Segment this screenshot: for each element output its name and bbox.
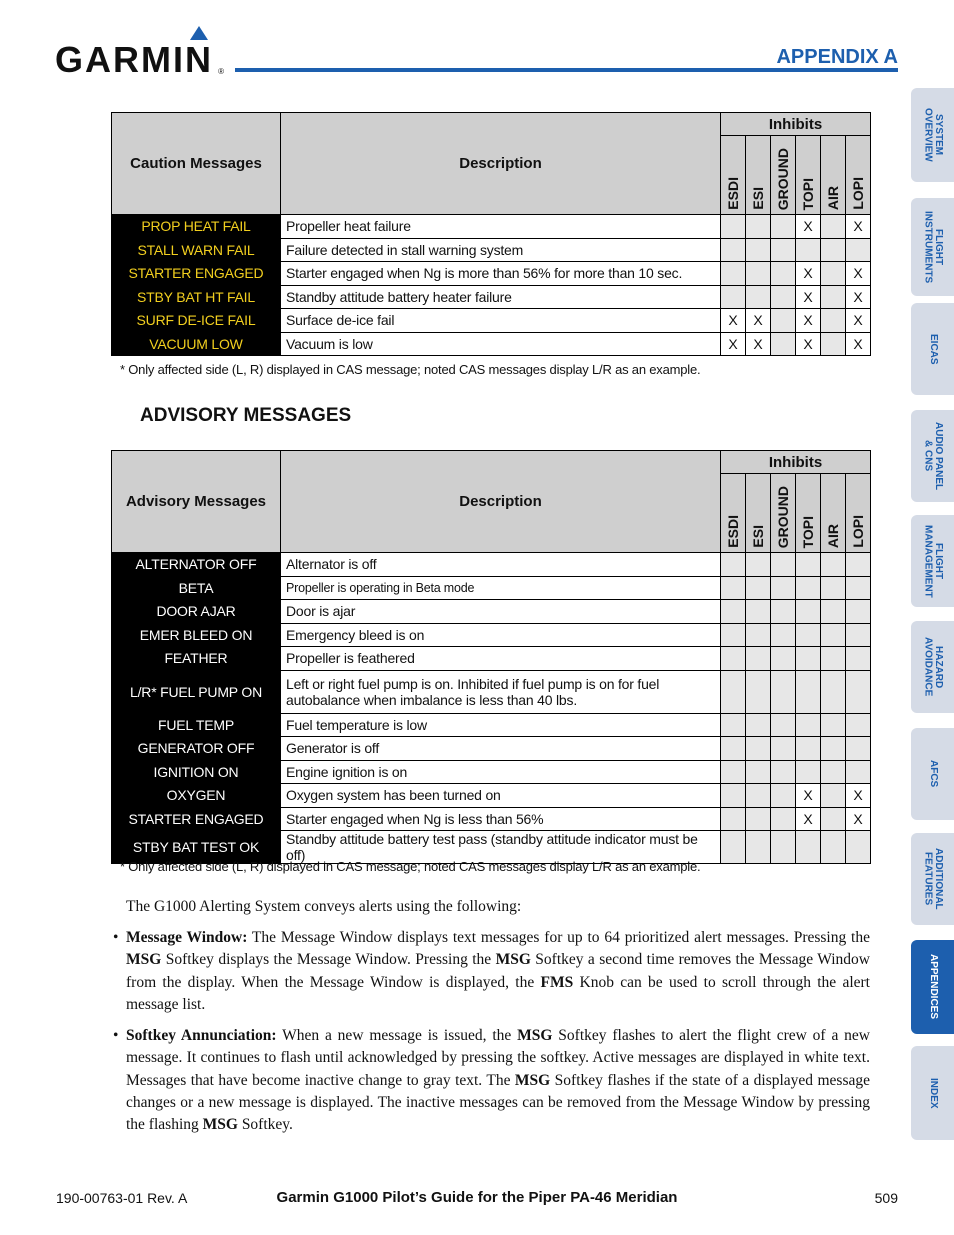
inhibit-column-header [846,474,871,553]
inhibit-cell [771,647,796,671]
table-row [112,262,871,286]
inhibit-cell [846,760,871,784]
side-tab-label: ADDITIONAL FEATURES [922,848,944,910]
inhibit-column-header [821,474,846,553]
inhibit-cell [721,831,746,864]
inhibit-column-label: GROUND [775,485,791,548]
inhibit-cell: X [796,215,821,239]
inhibit-column-header [721,136,746,215]
caution-footnote: * Only affected side (L, R) displayed in CAS message; noted CAS messages display L/R as an example. [120,362,701,377]
inhibit-cell [771,784,796,808]
inhibit-cell [746,807,771,831]
inhibit-cell: X [721,309,746,333]
inhibit-column-label: ESDI [725,177,741,210]
inhibit-cell: X [846,215,871,239]
inhibit-cell [771,553,796,577]
inhibit-cell: X [846,332,871,356]
message-description: Starter engaged when Ng is less than 56% [281,807,721,831]
message-description: Surface de-ice fail [281,309,721,333]
softkey-msg: MSG [202,1116,238,1134]
inhibit-cell [721,623,746,647]
inhibit-cell [796,238,821,262]
advisory-messages-table [111,450,871,864]
inhibit-cell: X [846,309,871,333]
inhibit-cell [821,807,846,831]
caution-desc-header: Description [281,113,721,215]
knob-fms: FMS [540,973,574,991]
bullet-softkey-annunciation [113,1025,870,1136]
inhibit-cell [771,670,796,713]
inhibit-cell [796,713,821,737]
message-name: ALTERNATOR OFF [112,553,281,577]
inhibit-cell [796,831,821,864]
bullet-title: Softkey Annunciation: [126,1027,277,1044]
side-tab-label: EICAS [927,333,939,365]
inhibit-column-header [721,474,746,553]
side-tab-3[interactable] [911,410,954,502]
inhibit-cell: X [846,285,871,309]
inhibit-cell [771,713,796,737]
message-description: Propeller is operating in Beta mode [281,576,721,600]
garmin-wordmark: GARMIN [55,39,213,80]
bullet-title: Message Window: [126,929,248,946]
inhibit-cell [821,737,846,761]
inhibit-column-label: ESI [750,187,766,210]
table-row [112,760,871,784]
side-tab-label: AFCS [927,760,939,788]
inhibit-cell [821,670,846,713]
message-name: GENERATOR OFF [112,737,281,761]
inhibit-cell [821,623,846,647]
inhibit-cell [721,807,746,831]
garmin-logo [55,26,224,80]
caution-inhibits-header: Inhibits [721,113,871,136]
softkey-msg: MSG [514,1071,551,1089]
inhibit-cell: X [796,285,821,309]
bullet-text: Knob can be used to scroll through the alert message list. [126,973,870,1013]
side-tab-label: INDEX [927,1077,939,1109]
inhibit-cell [771,262,796,286]
message-description: Emergency bleed is on [281,623,721,647]
inhibit-cell [796,553,821,577]
side-tab-label: SYSTEM OVERVIEW [922,108,944,162]
inhibit-cell: X [746,332,771,356]
inhibit-column-header [821,136,846,215]
bullet-text: The Message Window displays text messages for up to 64 prioritized alert messages. Pressing the [247,929,870,946]
inhibit-cell [721,576,746,600]
inhibit-cell [846,713,871,737]
softkey-msg: MSG [517,1027,553,1044]
message-description: Engine ignition is on [281,760,721,784]
page-section-title: APPENDIX A [776,46,898,68]
inhibit-cell [771,600,796,624]
inhibit-cell [821,600,846,624]
message-name: IGNITION ON [112,760,281,784]
inhibit-cell [771,332,796,356]
message-name: EMER BLEED ON [112,623,281,647]
inhibit-cell [721,737,746,761]
inhibit-cell [746,238,771,262]
inhibit-cell: X [746,309,771,333]
doc-number: 190-00763-01 Rev. A [56,1190,188,1206]
inhibit-column-header [796,136,821,215]
inhibit-cell [746,600,771,624]
inhibit-column-label: AIR [825,523,841,548]
doc-title: Garmin G1000 Pilot’s Guide for the Piper PA-46 Meridian [276,1189,678,1206]
inhibit-cell [721,262,746,286]
inhibit-cell [771,623,796,647]
advisory-footnote: * Only affected side (L, R) displayed in CAS message; noted CAS messages display L/R as an example. [120,859,701,874]
advisory-desc-header: Description [281,451,721,553]
garmin-triangle-icon [190,26,208,40]
advisory-name-header: Advisory Messages [112,451,281,553]
inhibit-cell [796,576,821,600]
inhibit-cell: X [846,784,871,808]
side-tab-label: HAZARD AVOIDANCE [922,637,944,697]
inhibit-column-header [796,474,821,553]
inhibit-cell: X [846,807,871,831]
table-row [112,600,871,624]
inhibit-cell [821,784,846,808]
inhibit-column-header [771,474,796,553]
inhibit-cell [846,623,871,647]
inhibit-cell [821,262,846,286]
table-row [112,784,871,808]
bullet-marker: • [113,1027,119,1044]
inhibit-cell [721,647,746,671]
inhibit-cell: X [796,784,821,808]
inhibit-cell [721,238,746,262]
inhibit-column-label: TOPI [800,515,816,548]
side-tab-5[interactable] [911,621,954,713]
message-description: Alternator is off [281,553,721,577]
side-tab-9[interactable] [911,1046,954,1140]
message-name: STBY BAT TEST OK [112,831,281,864]
side-tab-7[interactable] [911,833,954,925]
inhibit-cell [821,332,846,356]
side-tab-4[interactable] [911,515,954,607]
inhibit-cell [746,262,771,286]
inhibit-column-header [771,136,796,215]
message-description: Generator is off [281,737,721,761]
table-row [112,623,871,647]
side-tab-1[interactable] [911,198,954,296]
inhibit-cell [721,285,746,309]
inhibit-cell [846,576,871,600]
side-tab-label: FLIGHT MANAGEMENT [922,524,944,598]
advisory-inhibits-header: Inhibits [721,451,871,474]
inhibit-cell [746,760,771,784]
inhibit-column-label: ESDI [725,515,741,548]
message-name: DOOR AJAR [112,600,281,624]
inhibit-cell [721,713,746,737]
table-row [112,309,871,333]
registered-mark: ® [218,67,224,76]
inhibit-cell [846,600,871,624]
table-row [112,215,871,239]
inhibit-cell [746,285,771,309]
inhibit-column-label: TOPI [800,177,816,210]
inhibit-cell [796,647,821,671]
inhibit-cell: X [796,262,821,286]
table-row [112,807,871,831]
inhibit-cell [746,553,771,577]
inhibit-cell [846,737,871,761]
message-description: Failure detected in stall warning system [281,238,721,262]
message-description: Starter engaged when Ng is more than 56% for more than 10 sec. [281,262,721,286]
bullet-marker: • [113,929,119,946]
table-row [112,553,871,577]
message-name: STBY BAT HT FAIL [112,285,281,309]
inhibit-cell [746,647,771,671]
message-name: SURF DE-ICE FAIL [112,309,281,333]
inhibit-cell [771,309,796,333]
inhibit-column-label: GROUND [775,147,791,210]
message-description: Propeller is feathered [281,647,721,671]
inhibit-cell [821,576,846,600]
softkey-msg: MSG [126,951,162,969]
message-name: STALL WARN FAIL [112,238,281,262]
message-description: Vacuum is low [281,332,721,356]
advisory-heading: ADVISORY MESSAGES [140,405,352,426]
inhibit-cell [846,670,871,713]
inhibit-cell [771,215,796,239]
table-row [112,332,871,356]
side-tab-label: AUDIO PANEL & CNS [922,421,944,491]
inhibit-column-label: LOPI [850,515,866,548]
inhibit-cell [771,238,796,262]
message-description: Oxygen system has been turned on [281,784,721,808]
inhibit-cell [771,760,796,784]
message-description: Standby attitude battery heater failure [281,285,721,309]
caution-name-header: Caution Messages [112,113,281,215]
inhibit-cell [721,600,746,624]
inhibit-cell [846,553,871,577]
inhibit-cell [746,784,771,808]
inhibit-cell: X [796,309,821,333]
inhibit-cell [821,831,846,864]
side-tab-label: FLIGHT INSTRUMENTS [922,210,944,284]
side-tab-6[interactable] [911,728,954,820]
inhibit-column-header [746,474,771,553]
inhibit-cell [821,238,846,262]
inhibit-cell [721,553,746,577]
inhibit-cell [746,831,771,864]
inhibit-cell [821,647,846,671]
message-description: Standby attitude battery test pass (standby attitude indicator must be off) [281,831,721,864]
inhibit-cell [771,576,796,600]
inhibit-column-header [746,136,771,215]
table-row [112,670,871,713]
inhibit-cell [746,670,771,713]
message-description: Propeller heat failure [281,215,721,239]
inhibit-cell [746,737,771,761]
inhibit-cell [746,215,771,239]
inhibit-cell [821,215,846,239]
inhibit-cell [796,623,821,647]
table-row [112,285,871,309]
inhibit-cell [771,285,796,309]
message-name: FUEL TEMP [112,713,281,737]
table-row [112,737,871,761]
inhibit-cell [796,760,821,784]
bullet-text: Softkey. [237,1116,293,1134]
message-name: PROP HEAT FAIL [112,215,281,239]
inhibit-cell [821,553,846,577]
caution-messages-table [111,112,871,356]
table-row [112,576,871,600]
inhibit-cell [721,760,746,784]
message-name: VACUUM LOW [112,332,281,356]
message-name: FEATHER [112,647,281,671]
inhibit-cell [796,600,821,624]
bullet-text: Softkey displays the Message Window. Pressing the [161,951,496,969]
side-tab-8[interactable] [911,940,954,1034]
inhibit-cell [771,737,796,761]
message-description: Fuel temperature is low [281,713,721,737]
bullet-text: When a new message is issued, the [276,1027,518,1044]
side-tab-2[interactable] [911,303,954,395]
message-name: L/R* FUEL PUMP ON [112,670,281,713]
message-description: Door is ajar [281,600,721,624]
inhibit-cell [746,576,771,600]
inhibit-cell [796,737,821,761]
inhibit-cell [796,670,821,713]
inhibit-column-label: ESI [750,525,766,548]
message-description: Left or right fuel pump is on. Inhibited if fuel pump is on for fuel autobalance when imbalance is less than 40 lbs. [281,670,721,713]
inhibit-cell: X [846,262,871,286]
inhibit-cell [846,831,871,864]
bullet-text: Softkey flashes to alert the flight crew of a new message. It continues to flash until acknowledged by pressing the softkey. Active messages are displayed in white text. Messages that have become inactive change to gray text. The [126,1027,870,1089]
softkey-msg: MSG [495,951,531,969]
inhibit-column-label: AIR [825,185,841,210]
inhibit-cell [746,713,771,737]
bullet-message-window [113,927,870,1016]
inhibit-cell [771,807,796,831]
inhibit-cell [821,760,846,784]
inhibit-column-label: LOPI [850,177,866,210]
message-name: STARTER ENGAGED [112,807,281,831]
side-tab-0[interactable] [911,88,954,182]
message-name: OXYGEN [112,784,281,808]
inhibit-cell: X [721,332,746,356]
inhibit-cell [746,623,771,647]
inhibit-cell [721,784,746,808]
inhibit-cell [821,285,846,309]
inhibit-cell: X [796,332,821,356]
table-row [112,713,871,737]
inhibit-cell [771,831,796,864]
inhibit-cell [721,215,746,239]
message-name: STARTER ENGAGED [112,262,281,286]
side-tab-label: APPENDICES [927,954,939,1020]
inhibit-cell [846,647,871,671]
table-row [112,238,871,262]
page-number: 509 [874,1190,898,1206]
table-row [112,647,871,671]
inhibit-cell [821,309,846,333]
inhibit-column-header [846,136,871,215]
inhibit-cell [721,670,746,713]
inhibit-cell: X [796,807,821,831]
intro-paragraph: The G1000 Alerting System conveys alerts using the following: [126,898,522,915]
bullet-text: Softkey flashes if the state of a displayed message changes or a new message is displayed. The inactive messages can be removed from the Message Window by pressing the flashing [126,1071,870,1134]
inhibit-cell [821,713,846,737]
message-name: BETA [112,576,281,600]
bullet-text: Softkey a second time removes the Message Window from the display. When the Message Window is displayed, the [126,951,870,991]
inhibit-cell [846,238,871,262]
